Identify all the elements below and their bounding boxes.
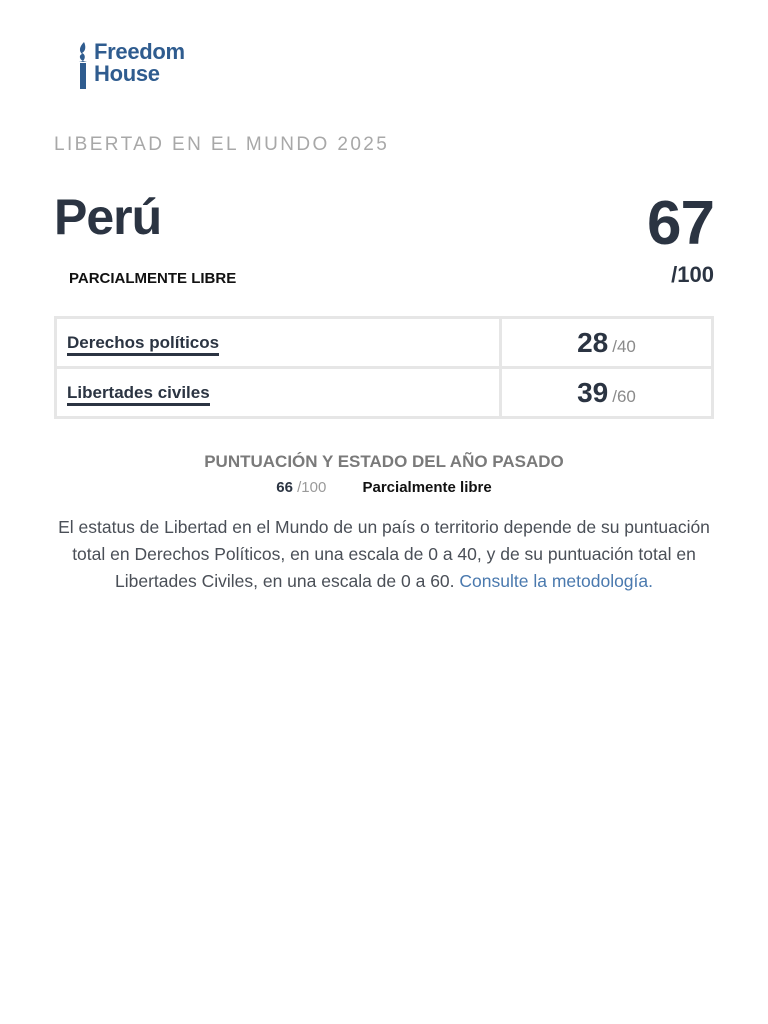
table-row: [56, 318, 713, 368]
previous-status: Parcialmente libre: [362, 479, 492, 496]
freedom-house-logo[interactable]: [76, 41, 185, 91]
category-label-cell: [56, 318, 501, 368]
torch-icon: [76, 42, 90, 91]
logo-wordmark: [94, 41, 185, 85]
logo-line-2: House: [94, 61, 160, 86]
previous-score: 66: [276, 479, 293, 496]
total-score-max: /100: [671, 262, 714, 287]
table-row: [56, 368, 713, 418]
civil-liberties-link[interactable]: Libertades civiles: [67, 383, 210, 406]
category-label-cell: [56, 368, 501, 418]
country-name: Perú: [54, 189, 162, 245]
previous-score-max: /100: [297, 479, 327, 496]
political-rights-max: /40: [612, 336, 636, 356]
methodology-description: [54, 514, 714, 595]
category-value-cell: [501, 318, 713, 368]
methodology-link[interactable]: Consulte la metodología.: [459, 571, 653, 591]
total-score: 67: [647, 189, 714, 258]
description-text: El estatus de Libertad en el Mundo de un país o territorio depende de su puntuación total en Derechos Políticos, en una escala de 0 a 40, y de su puntuación total en Libertades Civiles, en una escala de 0 a 60.: [58, 517, 710, 591]
political-rights-link[interactable]: Derechos políticos: [67, 333, 219, 356]
logo-line-1: Freedom: [94, 39, 185, 64]
previous-year-summary: [0, 479, 768, 496]
category-value-cell: [501, 368, 713, 418]
report-kicker: LIBERTAD EN EL MUNDO 2025: [54, 134, 390, 155]
civil-liberties-score: 39: [577, 376, 609, 408]
political-rights-score: 28: [577, 326, 609, 358]
status-badge: PARCIALMENTE LIBRE: [69, 270, 237, 287]
category-scores-table: [54, 316, 714, 419]
civil-liberties-max: /60: [612, 386, 636, 406]
previous-year-heading: PUNTUACIÓN Y ESTADO DEL AÑO PASADO: [204, 452, 564, 471]
